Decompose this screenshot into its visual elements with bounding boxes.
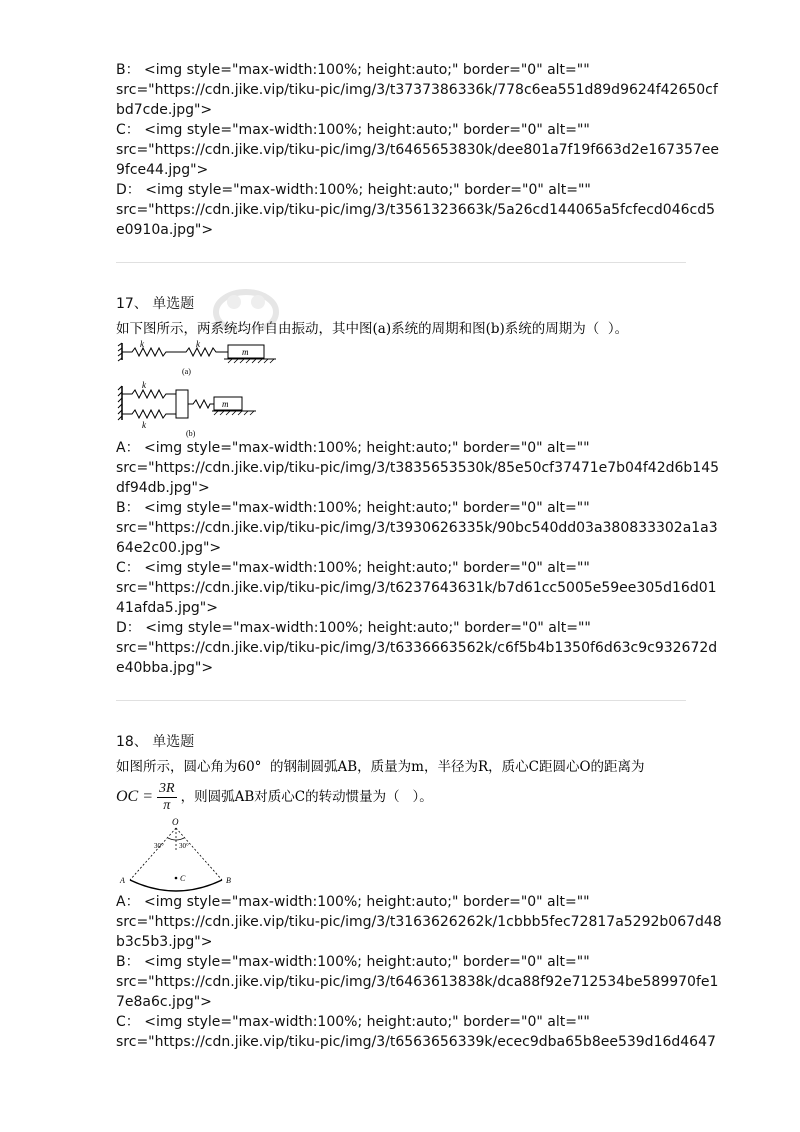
formula-denominator: π xyxy=(163,797,171,813)
question-stem-formula xyxy=(116,778,688,816)
option-b: B： <img style="max-width:100%; height:auto;" border="0" alt="" src="https://cdn.jike.vip/tiku-pic/img/3/t3737386336k/778c6ea551d89d9624f42650cf bd7cde.jpg"> xyxy=(116,62,718,118)
svg-text:30°: 30° xyxy=(154,842,164,850)
svg-text:(b): (b) xyxy=(186,429,196,438)
option-d: D： <img style="max-width:100%; height:auto;" border="0" alt="" src="https://cdn.jike.vip/tiku-pic/img/3/t6336663562k/c6f5b4b1350f6d63c9c932672d e40bba.jpg"> xyxy=(116,620,718,676)
question-17 xyxy=(116,294,720,678)
svg-text:(a): (a) xyxy=(182,367,191,376)
option-d: D： <img style="max-width:100%; height:auto;" border="0" alt="" src="https://cdn.jike.vip/tiku-pic/img/3/t3561323663k/5a26cd144065a5fcfecd046cd5 e0910a.jpg"> xyxy=(116,182,716,238)
option-a: A： <img style="max-width:100%; height:auto;" border="0" alt="" src="https://cdn.jike.vip/tiku-pic/img/3/t3163626262k/1cbbb5fec72817a5292b067d48 b3c5b3.jpg"> xyxy=(116,894,722,950)
option-a: A： <img style="max-width:100%; height:auto;" border="0" alt="" src="https://cdn.jike.vip/tiku-pic/img/3/t3835653530k/85e50cf37471e7b04f42d6b145 df94db.jpg"> xyxy=(116,440,720,496)
svg-text:30°: 30° xyxy=(179,842,189,850)
question-list xyxy=(116,60,722,1052)
option-b: B： <img style="max-width:100%; height:auto;" border="0" alt="" src="https://cdn.jike.vip/tiku-pic/img/3/t3930626335k/90bc540dd03a380833302a1a3 64e2c00.jpg"> xyxy=(116,500,718,556)
option-c: C： <img style="max-width:100%; height:auto;" border="0" alt="" src="https://cdn.jike.vip/tiku-pic/img/3/t6237643631k/b7d61cc5005e59ee305d16d01 41afda5.jpg"> xyxy=(116,560,717,616)
svg-text:k: k xyxy=(140,340,144,349)
formula-numerator: 3R xyxy=(159,780,175,796)
svg-text:k: k xyxy=(196,340,200,349)
question-stem: 如下图所示，两系统均作自由振动，其中图(a)系统的周期和图(b)系统的周期为（ ）。 xyxy=(116,321,629,337)
formula-lhs: OC = xyxy=(116,788,154,805)
option-c: C： <img style="max-width:100%; height:auto;" border="0" alt="" src="https://cdn.jike.vip/tiku-pic/img/3/t6465653830k/dee801a7f19f663d2e167357ee 9fce44.jpg"> xyxy=(116,122,720,178)
svg-text:B: B xyxy=(226,876,231,885)
option-c: C： <img style="max-width:100%; height:auto;" border="0" alt="" src="https://cdn.jike.vip/tiku-pic/img/3/t6563656339k/ecec9dba65b8ee539d16d4647 xyxy=(116,1014,716,1050)
svg-text:m: m xyxy=(242,347,249,357)
svg-text:A: A xyxy=(120,876,125,885)
spring-system-figure xyxy=(116,340,291,438)
svg-text:O: O xyxy=(172,817,179,827)
question-header: 17、 单选题 xyxy=(116,296,195,312)
option-b: B： <img style="max-width:100%; height:auto;" border="0" alt="" src="https://cdn.jike.vip/tiku-pic/img/3/t6463613838k/dca88f92e712534be589970fe1 7e8a6c.jpg"> xyxy=(116,954,719,1010)
question-header: 18、 单选题 xyxy=(116,734,195,750)
svg-text:m: m xyxy=(222,399,229,409)
question-18 xyxy=(116,732,722,1052)
divider xyxy=(116,262,686,263)
formula-fraction xyxy=(157,781,177,814)
svg-text:k: k xyxy=(142,420,146,430)
question-16-options xyxy=(116,60,720,240)
svg-text:k: k xyxy=(142,380,146,390)
svg-text:C: C xyxy=(180,874,186,883)
arc-figure xyxy=(116,816,246,892)
question-stem-line-2: ，则圆弧AB对质心C的转动惯量为（ ）。 xyxy=(180,789,433,805)
question-stem-line-1: 如图所示，圆心角为60° 的钢制圆弧AB，质量为m，半径为R，质心C距圆心O的距离为 xyxy=(116,759,645,775)
divider xyxy=(116,700,686,701)
